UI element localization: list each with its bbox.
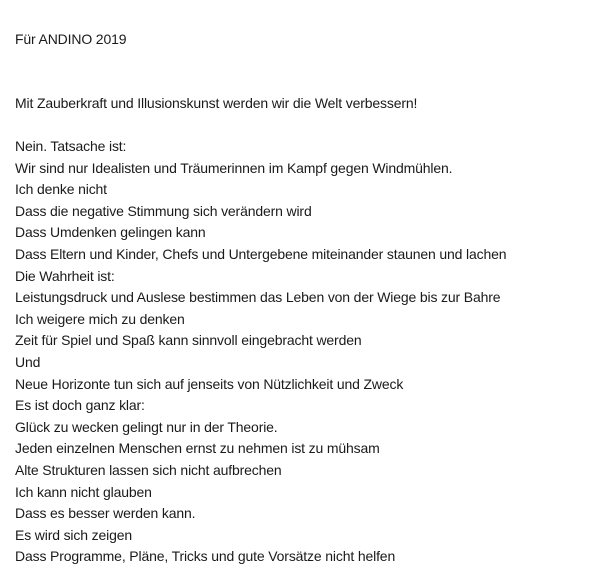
poem-line: Dass die negative Stimmung sich verändern wird [15, 202, 312, 219]
poem-line: Und [15, 353, 41, 370]
poem-line: Ich kann nicht glauben [15, 483, 152, 500]
poem-line: Dass Programme, Pläne, Tricks und gute Vorsätze nicht helfen [15, 548, 396, 564]
poem-line: Dass es besser werden kann. [15, 505, 196, 522]
document-heading: Für ANDINO 2019 [15, 31, 127, 47]
poem-line: Es wird sich zeigen [15, 526, 132, 543]
poem-line: Leistungsdruck und Auslese bestimmen das Leben von der Wiege bis zur Bahre [15, 289, 501, 306]
poem-line: Es ist doch ganz klar: [15, 397, 145, 414]
poem-line: Dass Umdenken gelingen kann [15, 224, 206, 241]
poem-line: Die Wahrheit ist: [15, 267, 115, 284]
poem-line: Dass Eltern und Kinder, Chefs und Untergebene miteinander staunen und lachen [15, 245, 507, 262]
poem-line: Glück zu wecken gelingt nur in der Theorie. [15, 418, 278, 435]
poem-body [15, 136, 506, 564]
poem-line: Zeit für Spiel und Spaß kann sinnvoll eingebracht werden [15, 332, 362, 349]
poem-line: Jeden einzelnen Menschen ernst zu nehmen ist zu mühsam [15, 440, 380, 457]
intro-line: Mit Zauberkraft und Illusionskunst werden wir die Welt verbessern! [15, 95, 418, 111]
poem-line: Wir sind nur Idealisten und Träumerinnen im Kampf gegen Windmühlen. [15, 159, 453, 176]
poem-line: Alte Strukturen lassen sich nicht aufbrechen [15, 461, 282, 478]
poem-line: Neue Horizonte tun sich auf jenseits von Nützlichkeit und Zweck [15, 375, 404, 392]
poem-line: Nein. Tatsache ist: [15, 138, 127, 154]
poem-line: Ich denke nicht [15, 181, 107, 198]
poem-line: Ich weigere mich zu denken [15, 310, 185, 327]
